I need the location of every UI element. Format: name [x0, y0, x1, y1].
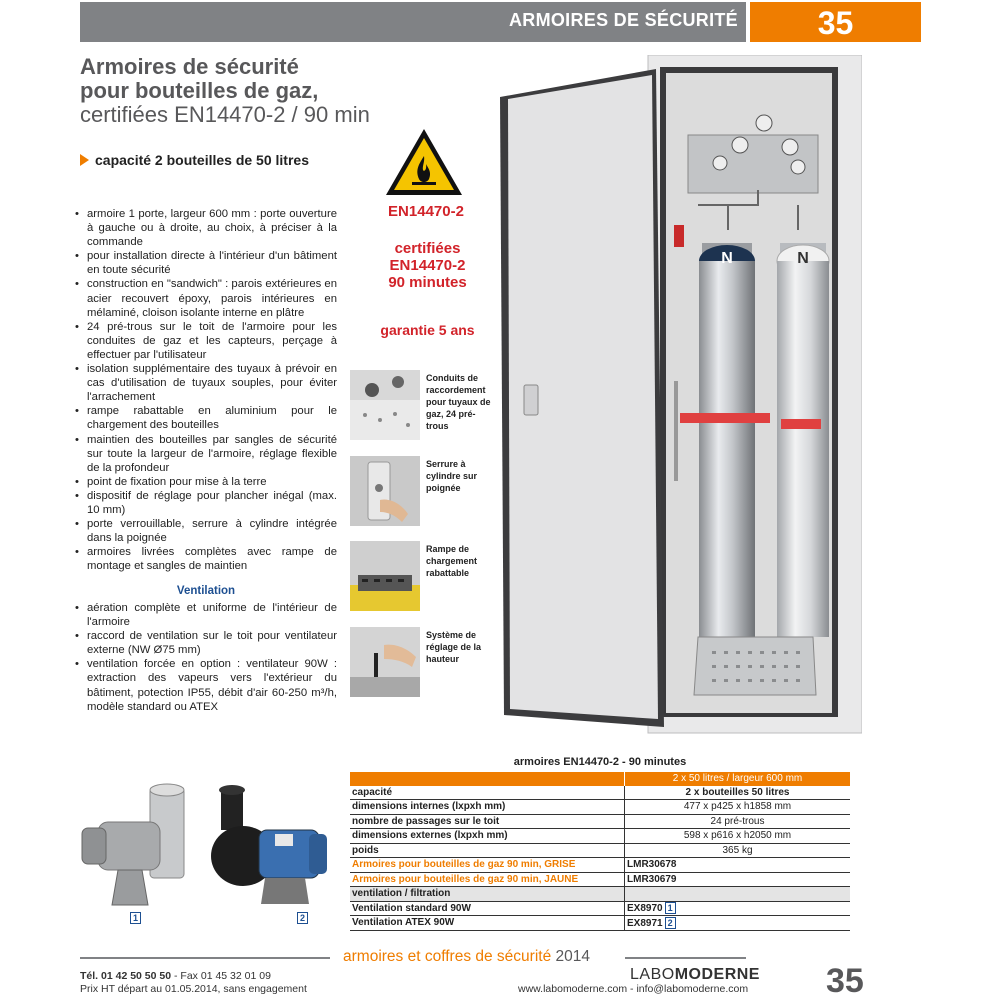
fan-number-badge: 2 — [297, 912, 308, 924]
section-title: ARMOIRES DE SÉCURITÉ — [508, 10, 738, 30]
title-line-1: Armoires de sécurité — [80, 54, 299, 79]
spec-table — [350, 772, 850, 931]
table-row: poids 365 kg — [350, 843, 850, 858]
list-item: • dispositif de réglage pour plancher inégal (max. 10 mm) — [75, 489, 337, 517]
table-row: dimensions externes (lxpxh mm) 598 x p616 x h2050 mm — [350, 829, 850, 844]
thumb-caption: Conduits de raccordement pour tuyaux de gaz, 24 pré-trous — [426, 373, 491, 431]
fan-number-badge: 1 — [130, 912, 141, 924]
ventilation-list — [75, 601, 337, 714]
en-norm-label: EN14470-2 — [388, 203, 464, 220]
gas-cylinder-cabinet-image — [498, 55, 862, 735]
title-line-2: pour bouteilles de gaz, — [80, 78, 319, 103]
capacity-line — [80, 152, 309, 168]
page-title — [80, 55, 420, 127]
contact-phone: Tél. 01 42 50 50 50 - Fax 01 45 32 01 09 — [80, 970, 271, 982]
standard-fan-image — [78, 780, 198, 910]
warranty-label: garantie 5 ans — [380, 322, 475, 338]
cylinder-label-1: N — [721, 250, 733, 267]
fan-ref-badge: 1 — [665, 902, 676, 914]
thumb-caption: Système de réglage de la hauteur — [426, 630, 482, 664]
cylinder-lock-photo — [350, 456, 420, 526]
cert-line-1: certifiées — [394, 240, 461, 257]
price-note: Prix HT départ au 01.05.2014, sans engagement — [80, 983, 307, 995]
table-row: ventilation / filtration — [350, 887, 850, 902]
capacity-text: capacité 2 bouteilles de 50 litres — [95, 152, 309, 168]
table-row: Ventilation standard 90W EX8970 1 — [350, 901, 850, 916]
table-row — [350, 772, 850, 786]
company-logo: LABOMODERNE — [630, 966, 760, 983]
cert-line-2: EN14470-2 — [389, 257, 466, 274]
table-row: Ventilation ATEX 90W EX8971 2 — [350, 916, 850, 931]
list-item: • isolation supplémentaire des tuyaux à prévoir en cas d'utilisation de tuyaux souples, pour éviter l'arrachement — [75, 362, 337, 404]
list-item: • armoires livrées complètes avec rampe de montage et sangles de maintien — [75, 545, 337, 573]
list-item: • maintien des bouteilles par sangles de sécurité sur toute la largeur de l'armoire, réglage flexible de la profondeur — [75, 433, 337, 475]
table-row: Armoires pour bouteilles de gaz 90 min, JAUNE LMR30679 — [350, 872, 850, 887]
table-row: capacité 2 x bouteilles 50 litres — [350, 786, 850, 800]
list-item: • porte verrouillable, serrure à cylindre intégrée dans la poignée — [75, 517, 337, 545]
table-row: nombre de passages sur le toit 24 pré-trous — [350, 814, 850, 829]
fan-ref-badge: 2 — [665, 917, 676, 929]
cylinder-label-2: N — [797, 250, 809, 267]
footer-divider — [80, 957, 330, 959]
table-row: Armoires pour bouteilles de gaz 90 min, GRISE LMR30678 — [350, 858, 850, 873]
list-item: • ventilation forcée en option : ventilateur 90W : extraction des vapeurs vers l'extérieur du bâtiment, potection IP55, débit d'air 60-250 m³/h, modèle standard ou ATEX — [75, 657, 337, 713]
height-adjust-photo — [350, 627, 420, 697]
list-item: • point de fixation pour mise à la terre — [75, 475, 337, 489]
catalog-name: armoires et coffres de sécurité 2014 — [343, 948, 590, 965]
triangle-bullet-icon — [80, 154, 89, 166]
feature-list — [75, 207, 337, 573]
flammable-warning-icon — [383, 126, 465, 198]
title-line-3: certifiées EN14470-2 / 90 min — [80, 102, 370, 127]
loading-ramp-photo — [350, 541, 420, 611]
footer-page-number: 35 — [826, 962, 864, 1000]
footer-divider — [625, 957, 746, 959]
list-item: • armoire 1 porte, largeur 600 mm : porte ouverture à gauche ou à droite, au choix, à préciser à la commande — [75, 207, 337, 249]
atex-fan-image — [205, 780, 335, 910]
certification-badge — [370, 240, 485, 291]
list-item: • rampe rabattable en aluminium pour le chargement des bouteilles — [75, 404, 337, 432]
list-item: • raccord de ventilation sur le toit pour ventilateur externe (NW Ø75 mm) — [75, 629, 337, 657]
thumb-caption: Rampe de chargement rabattable — [426, 544, 478, 578]
website-email[interactable]: www.labomoderne.com - info@labomoderne.com — [518, 983, 749, 995]
ventilation-heading: Ventilation — [176, 585, 236, 597]
thumb-caption: Serrure à cylindre sur poignée — [426, 459, 478, 493]
list-item: • pour installation directe à l'intérieur d'un bâtiment en toute sécurité — [75, 249, 337, 277]
cert-line-3: 90 minutes — [388, 274, 467, 291]
table-header: 2 x 50 litres / largeur 600 mm — [625, 772, 851, 786]
list-item: • construction en "sandwich" : parois extérieures en acier recouvert époxy, parois intérieures en mélaminé, cloison isolante interne en plâtre — [75, 277, 337, 319]
table-title: armoires EN14470-2 - 90 minutes — [513, 756, 687, 768]
header-page-number: 35 — [750, 2, 921, 42]
list-item: • 24 pré-trous sur le toit de l'armoire pour les conduites de gaz et les capteurs, perçage à effectuer par l'utilisateur — [75, 320, 337, 362]
list-item: • aération complète et uniforme de l'intérieur de l'armoire — [75, 601, 337, 629]
table-row: dimensions internes (lxpxh mm) 477 x p425 x h1858 mm — [350, 800, 850, 815]
roof-pipes-photo — [350, 370, 420, 440]
